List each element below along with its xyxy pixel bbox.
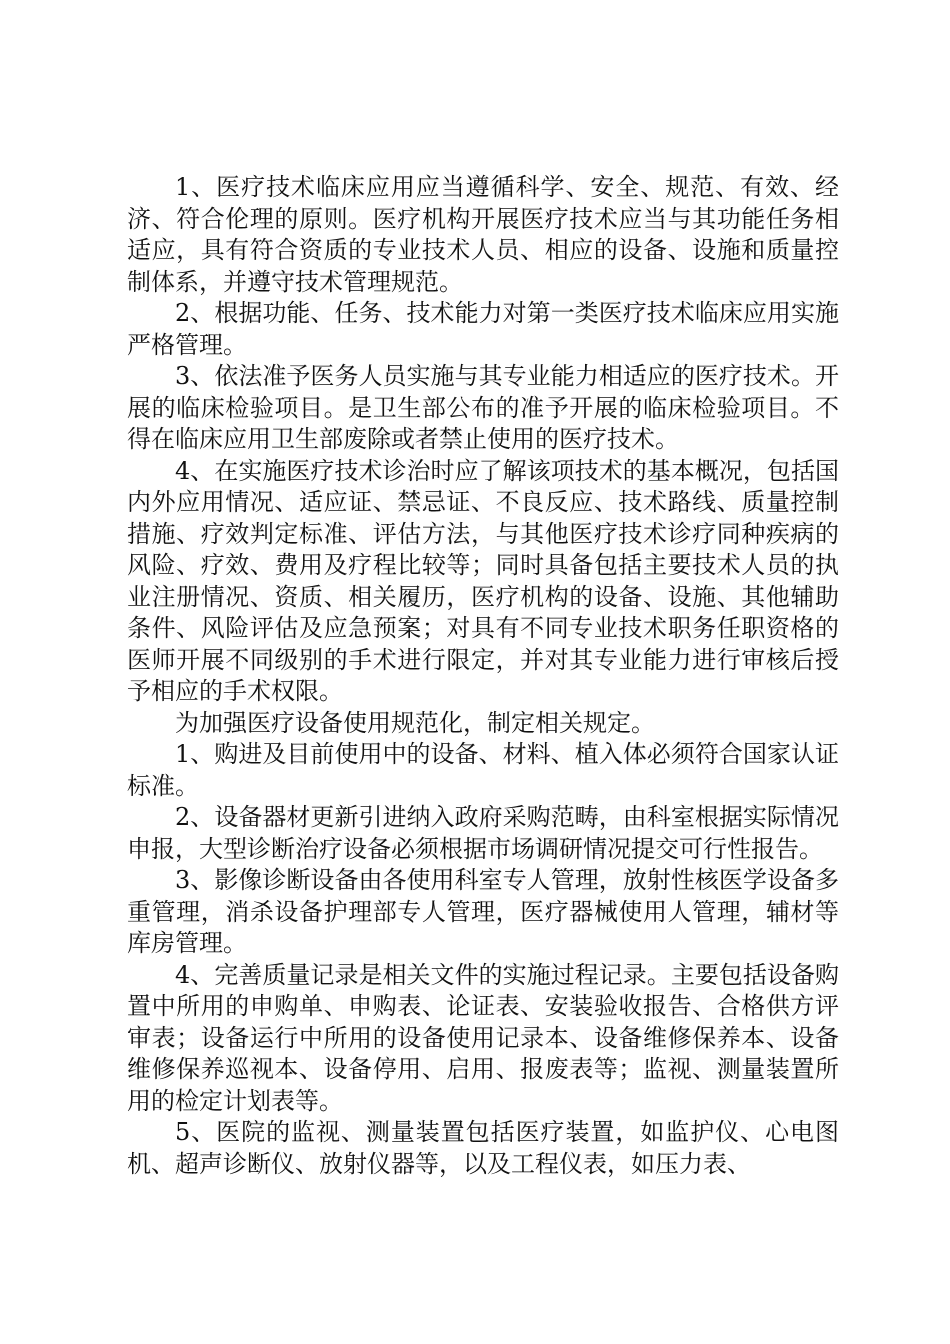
paragraph-equipment-1: 1、购进及目前使用中的设备、材料、植入体必须符合国家认证标准。: [127, 740, 839, 800]
paragraph-equipment-4: 4、完善质量记录是相关文件的实施过程记录。主要包括设备购置中所用的申购单、申购表、论证表、安装验收报告、合格供方评审表；设备运行中所用的设备使用记录本、设备维修保养本、设备维修保养巡视本、设备停用、启用、报废表等；监视、测量装置所用的检定计划表等。: [127, 960, 839, 1115]
paragraph-equipment-intro: 为加强医疗设备使用规范化，制定相关规定。: [175, 708, 655, 737]
paragraph-tech-1: 1、医疗技术临床应用应当遵循科学、安全、规范、有效、经济、符合伦理的原则。医疗机构开展医疗技术应当与其功能任务相适应，具有符合资质的专业技术人员、相应的设备、设施和质量控制体系，并遵守技术管理规范。: [127, 173, 839, 296]
paragraph-equipment-3: 3、影像诊断设备由各使用科室专人管理，放射性核医学设备多重管理，消杀设备护理部专人管理，医疗器械使用人管理，辅材等库房管理。: [127, 866, 839, 957]
paragraph-equipment-2: 2、设备器材更新引进纳入政府采购范畴，由科室根据实际情况申报，大型诊断治疗设备必须根据市场调研情况提交可行性报告。: [127, 803, 839, 863]
paragraph-tech-4: 4、在实施医疗技术诊治时应了解该项技术的基本概况，包括国内外应用情况、适应证、禁忌证、不良反应、技术路线、质量控制措施、疗效判定标准、评估方法，与其他医疗技术诊疗同种疾病的风险、疗效、费用及疗程比较等；同时具备包括主要技术人员的执业注册情况、资质、相关履历，医疗机构的设备、设施、其他辅助条件、风险评估及应急预案；对具有不同专业技术职务任职资格的医师开展不同级别的手术进行限定，并对其专业能力进行审核后授予相应的手术权限。: [127, 456, 839, 705]
paragraph-equipment-5: 5、医院的监视、测量装置包括医疗装置，如监护仪、心电图机、超声诊断仪、放射仪器等，以及工程仪表，如压力表、: [127, 1118, 839, 1178]
paragraph-tech-2: 2、根据功能、任务、技术能力对第一类医疗技术临床应用实施严格管理。: [127, 299, 839, 359]
paragraph-tech-3: 3、依法准予医务人员实施与其专业能力相适应的医疗技术。开展的临床检验项目。是卫生部公布的准予开展的临床检验项目。不得在临床应用卫生部废除或者禁止使用的医疗技术。: [127, 362, 839, 453]
document-body: [127, 172, 839, 1180]
